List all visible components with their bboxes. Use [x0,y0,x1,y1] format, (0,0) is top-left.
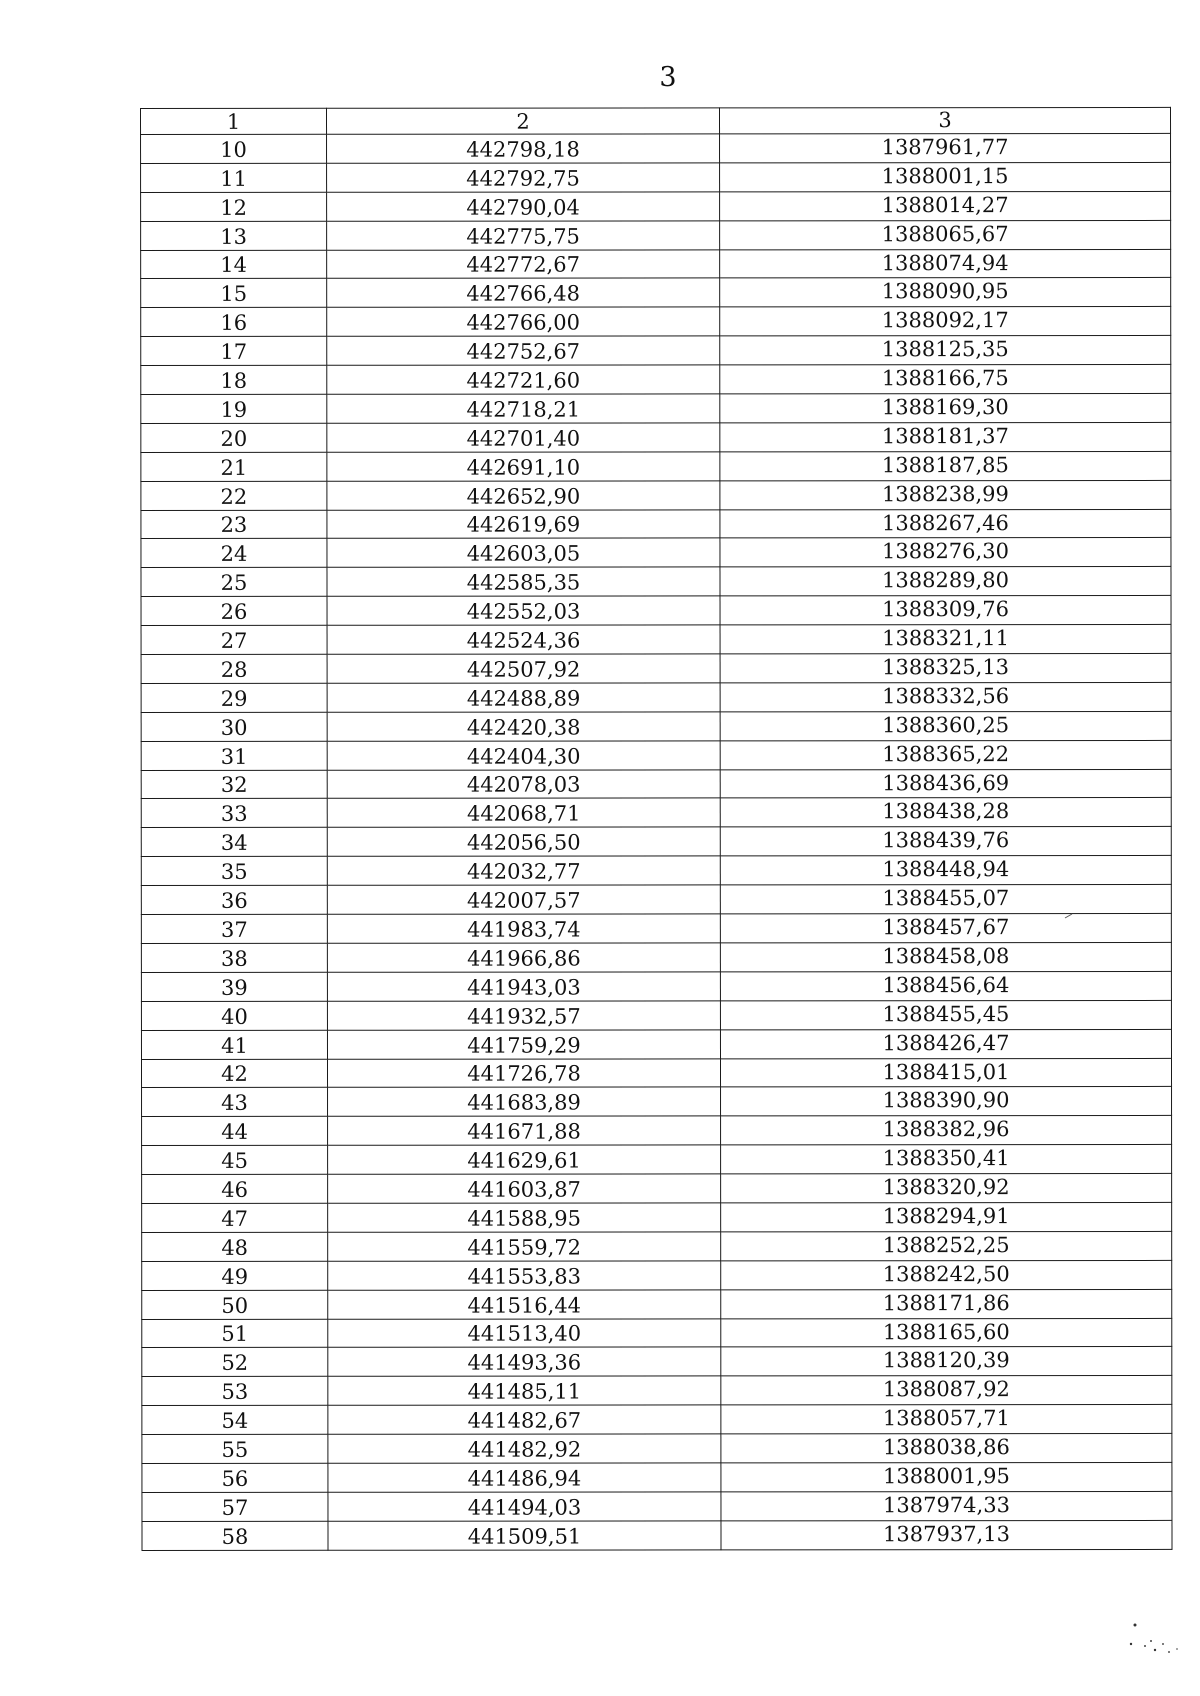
x-coordinate-cell: 441603,87 [328,1174,721,1203]
y-coordinate-cell: 1388038,86 [721,1433,1172,1462]
y-coordinate-cell: 1388074,94 [720,249,1171,278]
y-coordinate-cell: 1388165,60 [721,1318,1172,1347]
point-number-cell: 47 [142,1203,328,1232]
point-number-cell: 11 [141,163,327,192]
y-coordinate-cell: 1388267,46 [720,509,1171,538]
y-coordinate-cell: 1388092,17 [720,307,1171,336]
x-coordinate-cell: 441671,88 [328,1116,721,1145]
table-row [141,480,1171,510]
table-row [141,1029,1171,1059]
point-number-cell: 45 [142,1145,328,1174]
point-number-cell: 17 [141,337,327,366]
x-coordinate-cell: 442603,05 [327,538,720,567]
y-coordinate-cell: 1388438,28 [720,798,1171,827]
table-row [141,682,1171,712]
x-coordinate-cell: 441482,67 [328,1405,721,1434]
x-coordinate-cell: 442790,04 [327,192,720,221]
x-coordinate-cell: 442718,21 [327,394,720,423]
point-number-cell: 56 [142,1463,328,1492]
y-coordinate-cell: 1388125,35 [720,336,1171,365]
x-coordinate-cell: 441486,94 [328,1463,721,1492]
table-row [142,1260,1172,1290]
x-coordinate-cell: 442721,60 [327,365,720,394]
point-number-cell: 32 [141,770,327,799]
table-row [141,885,1171,915]
y-coordinate-cell: 1388014,27 [720,191,1171,220]
point-number-cell: 46 [142,1174,328,1203]
x-coordinate-cell: 441485,11 [328,1376,721,1405]
scan-specks [1125,1622,1185,1662]
table-row [141,596,1171,626]
point-number-cell: 36 [141,885,327,914]
point-number-cell: 31 [141,741,327,770]
table-row [142,1520,1172,1550]
point-number-cell: 15 [141,279,327,308]
x-coordinate-cell: 442078,03 [327,769,720,798]
table-row [141,220,1171,250]
point-number-cell: 51 [142,1319,328,1348]
point-number-cell: 23 [141,510,327,539]
point-number-cell: 55 [142,1434,328,1463]
table-row [141,422,1171,452]
point-number-cell: 41 [141,1030,327,1059]
table-row [141,336,1171,366]
point-number-cell: 58 [142,1521,328,1550]
x-coordinate-cell: 442691,10 [327,452,720,481]
x-coordinate-cell: 441509,51 [328,1521,721,1550]
y-coordinate-cell: 1388321,11 [720,625,1171,654]
point-number-cell: 13 [141,221,327,250]
table-row [142,1173,1172,1203]
table-row [142,1376,1172,1406]
x-coordinate-cell: 442772,67 [327,249,720,278]
y-coordinate-cell: 1388456,64 [720,971,1171,1000]
point-number-cell: 28 [141,654,327,683]
y-coordinate-cell: 1388350,41 [721,1145,1172,1174]
point-number-cell: 54 [142,1405,328,1434]
point-number-cell: 21 [141,452,327,481]
point-number-cell: 22 [141,481,327,510]
point-number-cell: 40 [141,1001,327,1030]
x-coordinate-cell: 442007,57 [327,885,720,914]
point-number-cell: 18 [141,365,327,394]
header-col-1: 1 [141,108,327,134]
x-coordinate-cell: 442652,90 [327,481,720,510]
table-row [141,798,1171,828]
point-number-cell: 33 [141,799,327,828]
point-number-cell: 43 [142,1088,328,1117]
point-number-cell: 53 [142,1377,328,1406]
table-row [141,393,1171,423]
y-coordinate-cell: 1388365,22 [720,740,1171,769]
y-coordinate-cell: 1388309,76 [720,596,1171,625]
y-coordinate-cell: 1388455,45 [720,1000,1171,1029]
point-number-cell: 16 [141,308,327,337]
table-row [141,653,1171,683]
pencil-mark [1064,913,1074,919]
table-row [142,1491,1172,1521]
coordinates-table [140,107,1173,1551]
y-coordinate-cell: 1388332,56 [720,682,1171,711]
table-row [141,567,1171,597]
point-number-cell: 57 [142,1492,328,1521]
table-row [141,538,1171,568]
x-coordinate-cell: 442068,71 [327,798,720,827]
x-coordinate-cell: 441726,78 [327,1058,720,1087]
table-row [142,1087,1172,1117]
page-number: 3 [659,62,677,93]
x-coordinate-cell: 441759,29 [327,1030,720,1059]
point-number-cell: 34 [141,828,327,857]
y-coordinate-cell: 1388187,85 [720,451,1171,480]
y-coordinate-cell: 1388065,67 [720,220,1171,249]
x-coordinate-cell: 442507,92 [327,654,720,683]
table-row [141,133,1171,163]
table-row [141,278,1171,308]
table-row [141,827,1171,857]
table-row [141,971,1171,1001]
x-coordinate-cell: 441516,44 [328,1290,721,1319]
y-coordinate-cell: 1387961,77 [720,133,1171,162]
y-coordinate-cell: 1388448,94 [720,856,1171,885]
table-row [141,740,1171,770]
x-coordinate-cell: 442619,69 [327,509,720,538]
x-coordinate-cell: 442404,30 [327,741,720,770]
y-coordinate-cell: 1388087,92 [721,1376,1172,1405]
point-number-cell: 20 [141,423,327,452]
x-coordinate-cell: 442032,77 [327,856,720,885]
point-number-cell: 30 [141,712,327,741]
y-coordinate-cell: 1388457,67 [720,913,1171,942]
y-coordinate-cell: 1388360,25 [720,711,1171,740]
table-row [142,1347,1172,1377]
y-coordinate-cell: 1388057,71 [721,1405,1172,1434]
y-coordinate-cell: 1388166,75 [720,365,1171,394]
y-coordinate-cell: 1388289,80 [720,567,1171,596]
y-coordinate-cell: 1388455,07 [720,885,1171,914]
table-row [141,1000,1171,1030]
table-row [141,769,1171,799]
table-row [141,191,1171,221]
table-row [141,856,1171,886]
table-row [141,913,1171,943]
x-coordinate-cell: 441588,95 [328,1203,721,1232]
x-coordinate-cell: 441683,89 [328,1087,721,1116]
y-coordinate-cell: 1388001,15 [720,162,1171,191]
x-coordinate-cell: 442798,18 [327,134,720,163]
y-coordinate-cell: 1388439,76 [720,827,1171,856]
x-coordinate-cell: 441966,86 [327,943,720,972]
point-number-cell: 29 [141,683,327,712]
table-row [141,625,1171,655]
y-coordinate-cell: 1387937,13 [721,1520,1172,1549]
x-coordinate-cell: 441553,83 [328,1261,721,1290]
point-number-cell: 24 [141,539,327,568]
y-coordinate-cell: 1388320,92 [721,1173,1172,1202]
x-coordinate-cell: 441983,74 [327,914,720,943]
x-coordinate-cell: 441943,03 [327,972,720,1001]
x-coordinate-cell: 441493,36 [328,1347,721,1376]
y-coordinate-cell: 1388169,30 [720,393,1171,422]
point-number-cell: 42 [141,1059,327,1088]
y-coordinate-cell: 1388382,96 [721,1116,1172,1145]
point-number-cell: 27 [141,625,327,654]
point-number-cell: 50 [142,1290,328,1319]
table-row [141,509,1171,539]
table-row [141,249,1171,279]
point-number-cell: 37 [141,914,327,943]
x-coordinate-cell: 442766,00 [327,307,720,336]
point-number-cell: 12 [141,192,327,221]
table-row [141,711,1171,741]
y-coordinate-cell: 1388276,30 [720,538,1171,567]
y-coordinate-cell: 1388090,95 [720,278,1171,307]
point-number-cell: 48 [142,1232,328,1261]
y-coordinate-cell: 1388426,47 [720,1029,1171,1058]
point-number-cell: 39 [141,972,327,1001]
table-row [142,1433,1172,1463]
x-coordinate-cell: 441513,40 [328,1318,721,1347]
y-coordinate-cell: 1388120,39 [721,1347,1172,1376]
table-row [141,365,1171,395]
point-number-cell: 44 [142,1117,328,1146]
y-coordinate-cell: 1388238,99 [720,480,1171,509]
table-row [141,162,1171,192]
table-row [142,1405,1172,1435]
y-coordinate-cell: 1388415,01 [720,1058,1171,1087]
y-coordinate-cell: 1388325,13 [720,653,1171,682]
x-coordinate-cell: 441559,72 [328,1232,721,1261]
header-col-3: 3 [720,107,1171,133]
header-col-2: 2 [327,108,720,134]
y-coordinate-cell: 1388242,50 [721,1260,1172,1289]
table-row [142,1318,1172,1348]
x-coordinate-cell: 442792,75 [327,163,720,192]
x-coordinate-cell: 442488,89 [327,683,720,712]
y-coordinate-cell: 1387974,33 [721,1491,1172,1520]
table-row [141,451,1171,481]
point-number-cell: 52 [142,1348,328,1377]
x-coordinate-cell: 441482,92 [328,1434,721,1463]
table-row [142,1289,1172,1319]
table-row [141,1058,1171,1088]
x-coordinate-cell: 442552,03 [327,596,720,625]
point-number-cell: 26 [141,597,327,626]
y-coordinate-cell: 1388171,86 [721,1289,1172,1318]
x-coordinate-cell: 442766,48 [327,278,720,307]
point-number-cell: 19 [141,394,327,423]
x-coordinate-cell: 441494,03 [328,1492,721,1521]
x-coordinate-cell: 442775,75 [327,221,720,250]
y-coordinate-cell: 1388181,37 [720,422,1171,451]
table-row [142,1202,1172,1232]
y-coordinate-cell: 1388252,25 [721,1231,1172,1260]
x-coordinate-cell: 442701,40 [327,423,720,452]
x-coordinate-cell: 442752,67 [327,336,720,365]
table-row [141,942,1171,972]
y-coordinate-cell: 1388001,95 [721,1462,1172,1491]
point-number-cell: 38 [141,943,327,972]
y-coordinate-cell: 1388436,69 [720,769,1171,798]
y-coordinate-cell: 1388294,91 [721,1202,1172,1231]
x-coordinate-cell: 441629,61 [328,1145,721,1174]
header-row [141,107,1171,134]
x-coordinate-cell: 442420,38 [327,712,720,741]
point-number-cell: 49 [142,1261,328,1290]
point-number-cell: 25 [141,568,327,597]
point-number-cell: 35 [141,857,327,886]
table-row [142,1462,1172,1492]
point-number-cell: 14 [141,250,327,279]
x-coordinate-cell: 442585,35 [327,567,720,596]
y-coordinate-cell: 1388458,08 [720,942,1171,971]
table-row [142,1145,1172,1175]
table-body [141,133,1172,1550]
y-coordinate-cell: 1388390,90 [721,1087,1172,1116]
table-row [141,307,1171,337]
x-coordinate-cell: 441932,57 [327,1001,720,1030]
table-row [142,1231,1172,1261]
table-row [142,1116,1172,1146]
x-coordinate-cell: 442056,50 [327,827,720,856]
x-coordinate-cell: 442524,36 [327,625,720,654]
point-number-cell: 10 [141,134,327,163]
table-header [141,107,1171,134]
